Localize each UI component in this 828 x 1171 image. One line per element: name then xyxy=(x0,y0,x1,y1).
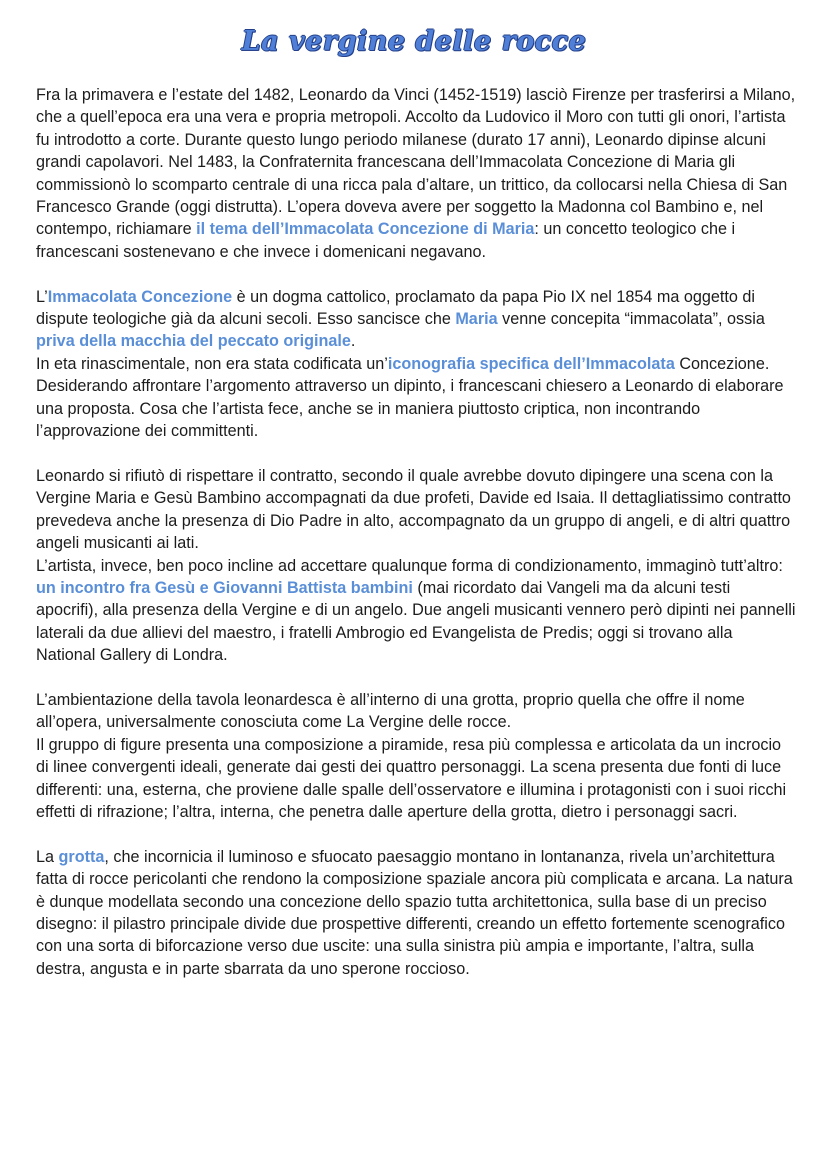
highlighted-term: Immacolata Concezione xyxy=(47,287,233,306)
highlighted-term: il tema dell’Immacolata Concezione di Maria xyxy=(196,220,535,239)
paragraph-text: Il gruppo di figure presenta una composizione a piramide, resa più complessa e articolata da un incrocio di linee convergenti ideali, generate dai gesti dei quattro personaggi. La scena presenta due fonti di luce differenti: una, esterna, che proviene dalle spalle dell’osservatore e illumina i protagonisti con i suoi ricchi effetti di rifrazione; l’altra, interna, che penetra dalle aperture della grotta, dietro i personaggi sacri. xyxy=(36,735,787,821)
paragraph-text: . xyxy=(350,332,356,351)
paragraph-text: L’ xyxy=(36,287,48,306)
paragraph-text: La xyxy=(36,847,59,866)
paragraph-text: : un concetto teologico che i francescani sostenevano e che invece i domenicani negavano. xyxy=(36,220,736,261)
paragraph-text: (mai ricordato dai Vangeli ma da alcuni testi apocrifi), alla presenza della Vergine e di un angelo. Due angeli musicanti vennero però dipinti nei pannelli laterali da due allievi del maestro, i fratelli Ambrogio ed Evangelista de Predis; oggi si trovano alla National Gallery di Londra. xyxy=(36,578,796,665)
paragraph xyxy=(36,84,796,263)
highlighted-term: iconografia specifica dell’Immacolata xyxy=(387,354,675,373)
highlighted-term: un incontro fra Gesù e Giovanni Battista bambini xyxy=(36,578,413,597)
highlighted-term: grotta xyxy=(58,847,105,866)
paragraph-text: Concezione. Desiderando affrontare l’argomento attraverso un dipinto, i francescani chiesero a Leonardo di elaborare una proposta. Cosa che l’artista fece, anche se in maniera piuttosto criptica, non incontrando l’approvazione dei committenti. xyxy=(36,354,784,441)
paragraph-text: venne concepita “immacolata”, ossia xyxy=(497,310,765,329)
highlighted-term: priva della macchia del peccato originale xyxy=(36,332,351,351)
paragraph-text: Leonardo si rifiutò di rispettare il contratto, secondo il quale avrebbe dovuto dipingere una scena con la Vergine Maria e Gesù Bambino accompagnati da due profeti, Davide ed Isaia. Il dettagliatissimo contratto prevedeva anche la presenza di Dio Padre in alto, accompagnato da un gruppo di angeli, e di altri quattro angeli musicanti ai lati. xyxy=(36,466,791,553)
highlighted-term: Maria xyxy=(455,310,498,329)
page-title: La vergine delle rocce xyxy=(241,26,587,57)
paragraph xyxy=(36,286,796,443)
paragraph-text: Fra la primavera e l’estate del 1482, Leonardo da Vinci (1452-1519) lasciò Firenze per trasferirsi a Milano, che a quell’epoca era una vera e propria metropoli. Accolto da Ludovico il Moro con tutti gli onori, l’artista fu introdotto a corte. Durante questo lungo periodo milanese (durato 17 anni), Leonardo dipinse alcuni grandi capolavori. Nel 1483, la Confraternita francescana dell’Immacolata Concezione di Maria gli commissionò lo scomparto centrale di una ricca pala d’altare, un trittico, da collocarsi nella Chiesa di San Francesco Grande (oggi distrutta). L’opera doveva avere per soggetto la Madonna col Bambino e, nel contempo, richiamare xyxy=(36,86,796,239)
paragraph xyxy=(36,689,796,823)
paragraph xyxy=(36,465,796,667)
paragraph xyxy=(36,846,796,980)
paragraph-text: L’ambientazione della tavola leonardesca è all’interno di una grotta, proprio quella che offre il nome all’opera, universalmente conosciuta come La Vergine delle rocce. xyxy=(36,690,745,732)
paragraph-text: è un dogma cattolico, proclamato da papa Pio IX nel 1854 ma oggetto di dispute teologiche già da alcuni secoli. Esso sancisce che xyxy=(36,287,755,329)
document-body xyxy=(36,84,796,1003)
paragraph-text: L’artista, invece, ben poco incline ad accettare qualunque forma di condizionamento, immaginò tutt’altro: xyxy=(36,556,783,575)
paragraph-text: , che incornicia il luminoso e sfuocato paesaggio montano in lontananza, rivela un’architettura fatta di rocce pericolanti che rendono la composizione spaziale ancora più complicata e arcana. La natura è dunque modellata secondo una concezione dello spazio tutta architettonica, sulla base di un preciso disegno: il pilastro principale divide due prospettive differenti, creando un effetto fortemente scenografico con una sorta di biforcazione verso due uscite: una sulla sinistra più ampia e importante, l’altra, sulla destra, angusta e in parte sbarrata da uno sperone roccioso. xyxy=(36,847,793,978)
paragraph-text: In eta rinascimentale, non era stata codificata un’ xyxy=(36,354,388,373)
